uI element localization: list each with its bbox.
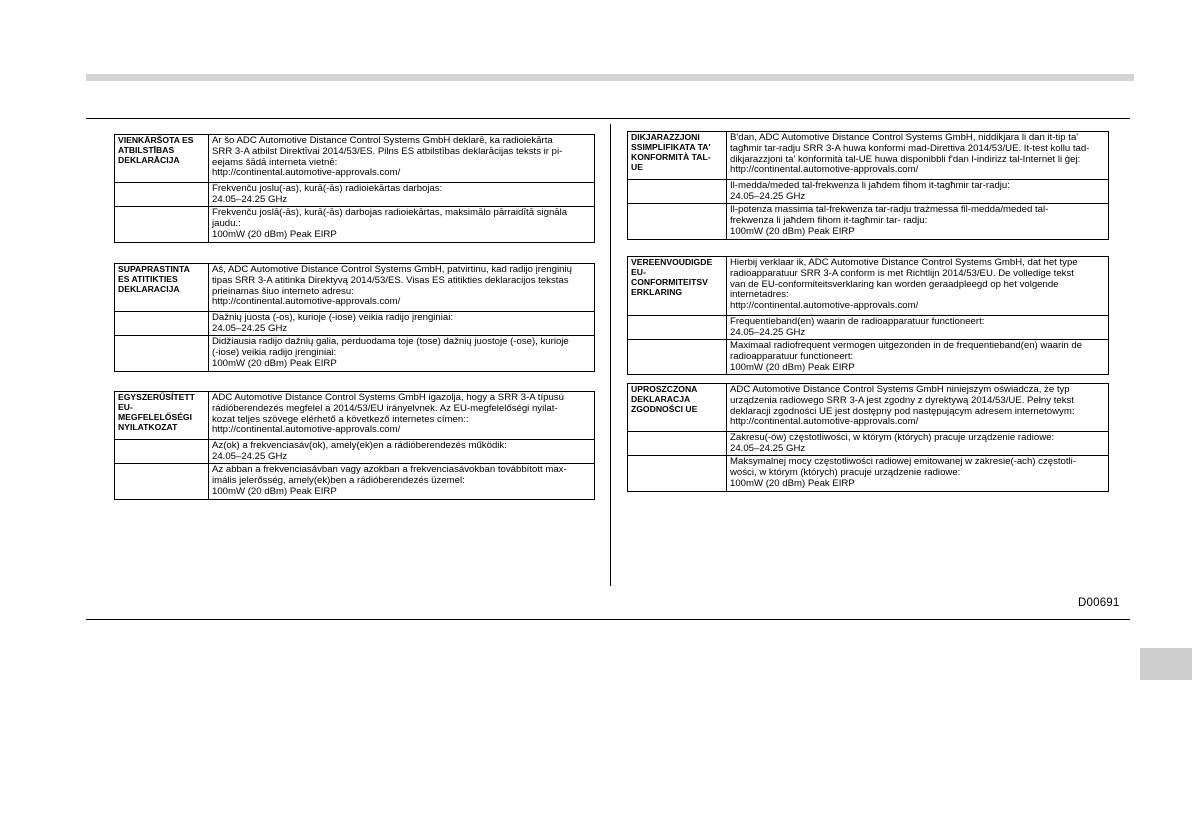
column-divider <box>610 124 611 586</box>
page-edge-tab <box>1140 648 1192 680</box>
table-row <box>115 135 595 183</box>
header-band <box>86 74 1134 81</box>
declaration-statement: Hierbij verklaar ik, ADC Automotive Distance Control Systems GmbH, dat het type radioapparatuur SRR 3-A conform is met Richtlijn 2014/53/EU. De volledige tekst van de EU-conformiteitsverklaring kan worden geraadpleegd op het volgende internetadres: http://continental.automotive-approvals.com/ <box>727 257 1109 316</box>
table-row <box>115 336 595 372</box>
declaration-heading: SUPAPRASTINTA ES ATITIKTIES DEKLARACIJA <box>115 264 209 312</box>
declaration-statement: Ar šo ADC Automotive Distance Control Systems GmbH deklarē, ka radioiekārta SRR 3-A atbilst Direktīvai 2014/53/ES. Pilns ES atbilstības deklarācijas teksts ir pi- eejams šādā interneta vietnē: http://continental.automotive-approvals.com/ <box>209 135 595 183</box>
max-power-cell: Maximaal radiofrequent vermogen uitgezonden in de frequentieband(en) waarin de radioapparatuur functioneert: 100mW (20 dBm) Peak EIRP <box>727 340 1109 375</box>
table-row <box>115 440 595 464</box>
frequency-band-cell: Az(ok) a frekvenciasáv(ok), amely(ek)en a rádióberendezés működik: 24.05–24.25 GHz <box>209 440 595 464</box>
declaration-table-polish <box>627 383 1109 492</box>
empty-cell <box>115 183 209 207</box>
table-row <box>115 392 595 440</box>
table-row <box>628 384 1109 432</box>
declaration-heading: VEREENVOUDIGDE EU- CONFORMITEITSV ERKLARING <box>628 257 727 316</box>
frequency-band-cell: Zakresu(-ów) częstotliwości, w którym (których) pracuje urządzenie radiowe: 24.05–24.25 GHz <box>727 432 1109 456</box>
declaration-table-maltese <box>627 131 1109 240</box>
table-row <box>115 264 595 312</box>
frequency-band-cell: Dažnių juosta (-os), kurioje (-iose) veikia radijo įrenginiai: 24.05–24.25 GHz <box>209 312 595 336</box>
declaration-statement: ADC Automotive Distance Control Systems GmbH igazolja, hogy a SRR 3-A típusú rádióberendezés megfelel a 2014/53/EU irányelvnek. Az EU-megfelelőségi nyilat- kozat teljes szövege elérhető a következő internetes címen:: http://continental.automotive-approvals.com/ <box>209 392 595 440</box>
declaration-heading: VIENKĀRŠOTA ES ATBILSTĪBAS DEKLARĀCIJA <box>115 135 209 183</box>
table-row <box>628 456 1109 492</box>
empty-cell <box>628 432 727 456</box>
empty-cell <box>628 316 727 340</box>
table-row <box>628 340 1109 375</box>
declaration-heading: EGYSZERŰSÍTETT EU- MEGFELELŐSÉGI NYILATKOZAT <box>115 392 209 440</box>
frequency-band-cell: Il-medda/meded tal-frekwenza li jaħdem fihom it-tagħmir tar-radju: 24.05–24.25 GHz <box>727 180 1109 204</box>
empty-cell <box>628 456 727 492</box>
empty-cell <box>115 336 209 372</box>
table-row <box>628 180 1109 204</box>
empty-cell <box>115 464 209 500</box>
max-power-cell: Frekvenču joslā(-ās), kurā(-ās) darbojas radioiekārtas, maksimālo pārraidītā signāla jaudu.: 100mW (20 dBm) Peak EIRP <box>209 207 595 243</box>
declaration-table-dutch <box>627 256 1109 375</box>
declaration-statement: B'dan, ADC Automotive Distance Control Systems GmbH, niddikjara li dan it-tip ta' tagħmir tar-radju SRR 3-A huwa konformi mad-Direttiva 2014/53/UE. It-test kollu tad- dikjarazzjoni ta' konformità tal-UE huwa disponibbli f'dan l-indirizz tal-Internet li ġej: http://continental.automotive-approvals.com/ <box>727 132 1109 180</box>
empty-cell <box>628 340 727 375</box>
declaration-table-latvian <box>114 134 595 243</box>
frequency-band-cell: Frekvenču joslu(-as), kurā(-ās) radioiekārtas darbojas: 24.05–24.25 GHz <box>209 183 595 207</box>
empty-cell <box>115 440 209 464</box>
empty-cell <box>628 204 727 240</box>
table-row <box>115 464 595 500</box>
declaration-heading: UPROSZCZONA DEKLARACJA ZGODNOŚCI UE <box>628 384 727 432</box>
table-row <box>115 312 595 336</box>
declaration-statement: ADC Automotive Distance Control Systems GmbH niniejszym oświadcza, że typ urządzenia radiowego SRR 3-A jest zgodny z dyrektywą 2014/53/UE. Pełny tekst deklaracji zgodności UE jest dostępny pod następującym adresem internetowym: http://continental.automotive-approvals.com/ <box>727 384 1109 432</box>
declaration-table-lithuanian <box>114 263 595 372</box>
empty-cell <box>628 180 727 204</box>
empty-cell <box>115 207 209 243</box>
frequency-band-cell: Frequentieband(en) waarin de radioapparatuur functioneert: 24.05–24.25 GHz <box>727 316 1109 340</box>
max-power-cell: Az abban a frekvenciasávban vagy azokban a frekvenciasávokban továbbított max- imális jelerősség, amely(ek)ben a rádióberendezés üzemel: 100mW (20 dBm) Peak EIRP <box>209 464 595 500</box>
table-row <box>628 257 1109 316</box>
table-row <box>628 204 1109 240</box>
max-power-cell: Didžiausia radijo dažnių galia, perduodama toje (tose) dažnių juostoje (-ose), kurioje (-iose) veikia radijo įrenginiai: 100mW (20 dBm) Peak EIRP <box>209 336 595 372</box>
max-power-cell: Maksymalnej mocy częstotliwości radiowej emitowanej w zakresie(-ach) częstotli- wości, w którym (których) pracuje urządzenie radiowe: 100mW (20 dBm) Peak EIRP <box>727 456 1109 492</box>
table-row <box>628 316 1109 340</box>
figure-code: D00691 <box>1078 597 1120 609</box>
declaration-heading: DIKJARAZZJONI SSIMPLIFIKATA TA' KONFORMITÀ TAL- UE <box>628 132 727 180</box>
table-row <box>628 132 1109 180</box>
declaration-statement: Aš, ADC Automotive Distance Control Systems GmbH, patvirtinu, kad radijo įrenginių tipas SRR 3-A atitinka Direktyvą 2014/53/ES. Visas ES atitikties deklaracijos tekstas prieinamas šiuo interneto adresu: http://continental.automotive-approvals.com/ <box>209 264 595 312</box>
table-row <box>628 432 1109 456</box>
table-row <box>115 207 595 243</box>
max-power-cell: Il-potenza massima tal-frekwenza tar-radju trażmessa fil-medda/meded tal- frekwenza li jaħdem fihom it-tagħmir tar- radju: 100mW (20 dBm) Peak EIRP <box>727 204 1109 240</box>
table-row <box>115 183 595 207</box>
declaration-table-hungarian <box>114 391 595 500</box>
empty-cell <box>115 312 209 336</box>
